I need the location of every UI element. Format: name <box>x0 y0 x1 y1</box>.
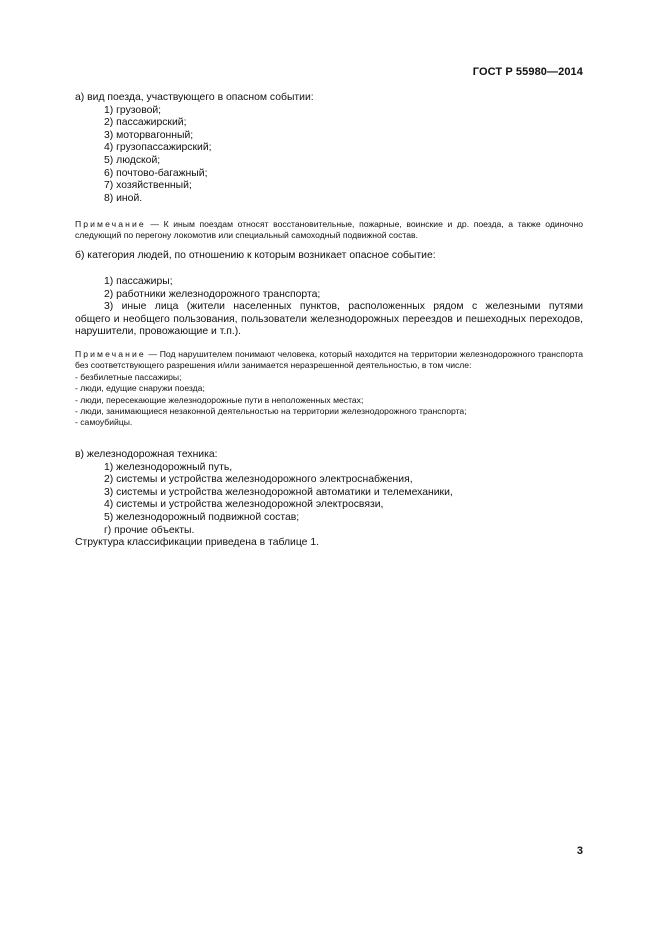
list-item: 7) хозяйственный; <box>104 180 192 192</box>
list-item: 4) системы и устройства железнодорожной электросвязи, <box>104 499 384 511</box>
list-item: 4) грузопассажирский; <box>104 142 212 154</box>
item3-continuation: общего и необщего пользования, пользователи железнодорожных переездов и пешеходных переходов, нарушители, провожающие и т.п.). <box>75 313 583 338</box>
section-c <box>75 449 583 550</box>
item3-first-line: 3) иные лица (жители населенных пунктов, расположенных рядом с железными путями <box>104 301 583 313</box>
note-item: - безбилетные пассажиры; <box>75 371 182 382</box>
document-id: ГОСТ Р 55980—2014 <box>472 66 583 78</box>
list-item: 5) людской; <box>104 154 161 166</box>
list-item: 2) системы и устройства железнодорожного электроснабжения, <box>104 474 413 486</box>
section-c-title: в) железнодорожная техника: <box>75 449 218 460</box>
section-b-note <box>75 349 583 429</box>
list-item: 6) почтово-багажный; <box>104 167 208 179</box>
list-item: 1) грузовой; <box>104 104 162 116</box>
note-item: - люди, пересекающие железнодорожные пути в неположенных местах; <box>75 394 364 405</box>
list-item <box>75 301 583 314</box>
note-label: Примечание <box>75 349 146 359</box>
list-item: 1) пассажиры; <box>104 276 173 287</box>
list-item: 1) железнодорожный путь, <box>104 461 233 473</box>
section-b-list <box>75 276 583 339</box>
note-item: - люди, едущие снаружи поезда; <box>75 383 205 394</box>
list-item: 3) системы и устройства железнодорожной автоматики и телемеханики, <box>104 486 453 498</box>
list-item: 2) работники железнодорожного транспорта; <box>104 288 321 300</box>
note-item: - самоубийцы. <box>75 417 133 428</box>
section-g-title: г) прочие объекты. <box>104 524 195 536</box>
section-b <box>75 250 583 263</box>
note-text: — Под нарушителем понимают человека, который находится на территории железнодорожного транспорта без соответствующего разрешения и/или занимается неразрешенной деятельностью, в том числе: <box>75 349 583 371</box>
note-label: Примечание <box>75 219 146 229</box>
section-b-title: б) категория людей, по отношению к которым возникает опасное событие: <box>75 250 436 261</box>
closing-text: Структура классификации приведена в таблице 1. <box>75 537 319 549</box>
list-item: 8) иной. <box>104 192 143 204</box>
list-item: 5) железнодорожный подвижной состав; <box>104 511 300 523</box>
page-number: 3 <box>576 845 583 857</box>
note-item: - люди, занимающиеся незаконной деятельностью на территории железнодорожного транспорта; <box>75 406 467 417</box>
list-item: 3) моторвагонный; <box>104 129 194 141</box>
section-a-title: а) вид поезда, участвующего в опасном событии: <box>75 92 314 103</box>
note-text: — К иным поездам относят восстановительные, пожарные, воинские и др. поезда, а также одиночно следующий по перегону локомотив или специальный самоходный подвижной состав. <box>75 219 583 241</box>
section-a <box>75 92 583 205</box>
section-a-note <box>75 219 583 242</box>
list-item: 2) пассажирский; <box>104 117 187 129</box>
